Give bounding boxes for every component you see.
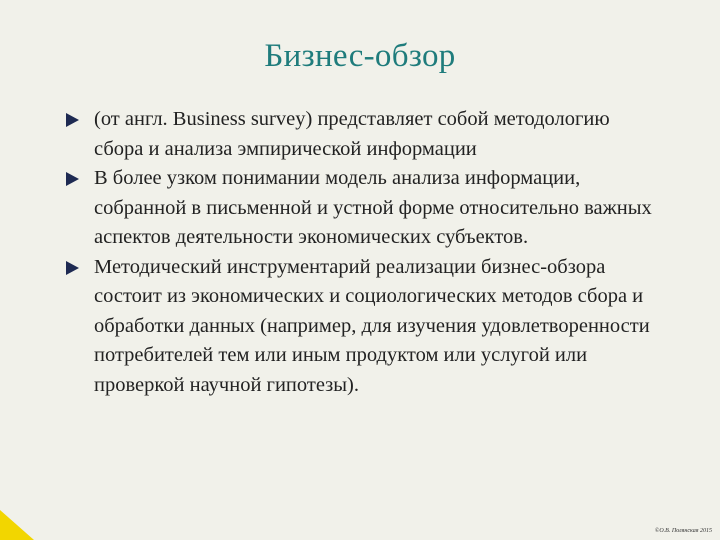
bullet-text: Методический инструментарий реализации бизнес-обзора состоит из экономических и социологических методов сбора и обработки данных (например, для изучения удовлетворенности потребителей тем или иным продуктом или услугой или проверкой научной гипотезы).	[94, 255, 650, 396]
bullet-text: В более узком понимании модель анализа информации, собранной в письменной и устной форме относительно важных аспектов деятельности экономических субъектов.	[94, 167, 652, 248]
slide-title: Бизнес-обзор	[264, 38, 456, 74]
bullet-item	[64, 164, 664, 253]
footer-credit: ©О.В. Полянская 2015	[654, 528, 712, 534]
bullet-item	[64, 253, 664, 401]
right-triangle-icon	[66, 113, 79, 127]
right-triangle-icon	[66, 172, 79, 186]
bullet-text: (от англ. Business survey) представляет собой методологию сбора и анализа эмпирической информации	[94, 108, 610, 160]
corner-accent	[0, 510, 34, 540]
bullet-list	[64, 105, 664, 400]
bullet-item	[64, 105, 664, 164]
right-triangle-icon	[66, 261, 79, 275]
